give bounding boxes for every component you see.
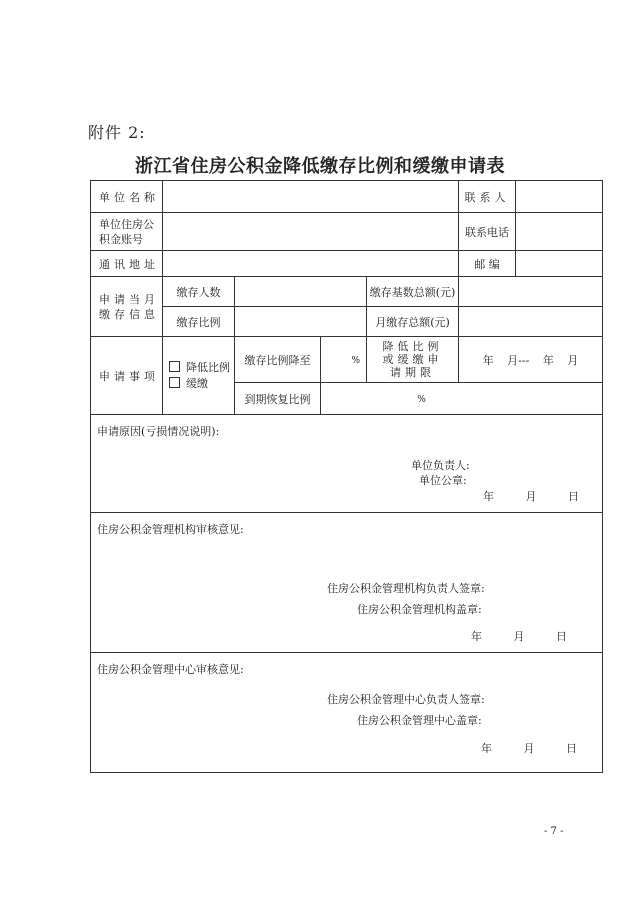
base-total-label: 缴存基数总额(元): [367, 277, 459, 307]
agency-heading: 住房公积金管理机构审核意见:: [97, 523, 244, 536]
count-field[interactable]: [235, 277, 367, 307]
option-defer[interactable]: [163, 376, 234, 392]
restore-field[interactable]: [321, 383, 603, 415]
reason-block[interactable]: [91, 415, 603, 513]
agency-date-month: 月: [513, 630, 525, 643]
unit-name-field[interactable]: [163, 181, 459, 213]
agency-date: [471, 628, 567, 644]
center-heading: 住房公积金管理中心审核意见:: [97, 663, 244, 676]
period-label: [367, 337, 459, 383]
account-field[interactable]: [163, 213, 459, 251]
restore-label: 到期恢复比例: [235, 383, 321, 415]
agency-date-day: 日: [556, 630, 567, 643]
period-label-line3: 请期限: [390, 366, 435, 379]
center-seal: 住房公积金管理中心盖章:: [357, 714, 482, 727]
center-responsible: 住房公积金管理中心负责人签章:: [327, 693, 485, 706]
monthly-label-line1: 申请当月: [99, 292, 159, 306]
reason-date: [483, 488, 579, 504]
phone-label: 联系电话: [459, 213, 516, 251]
form-title: 浙江省住房公积金降低缴存比例和缓缴申请表: [135, 156, 505, 177]
reason-seal: 单位公章:: [419, 474, 467, 487]
agency-responsible: 住房公积金管理机构负责人签章:: [327, 582, 485, 595]
center-date-day: 日: [566, 742, 577, 755]
agency-seal: 住房公积金管理机构盖章:: [357, 603, 482, 616]
option-defer-label: 缓缴: [186, 376, 208, 390]
monthly-total-field[interactable]: [459, 307, 603, 337]
center-date-month: 月: [523, 742, 535, 755]
restore-percent: %: [417, 395, 426, 405]
phone-field[interactable]: [516, 213, 603, 251]
application-form-table: [90, 180, 603, 773]
reason-date-year: 年: [483, 490, 494, 503]
unit-name-label: 单位名称: [91, 181, 163, 213]
address-field[interactable]: [163, 251, 459, 277]
period-label-line2: 或缓缴申: [382, 353, 443, 366]
defer-checkbox-icon[interactable]: [169, 377, 180, 388]
account-label-line1: 单位住房公: [99, 217, 154, 231]
ratio-field[interactable]: [235, 307, 367, 337]
postcode-label: 邮 编: [459, 251, 516, 277]
monthly-info-label: [91, 277, 163, 337]
center-date-year: 年: [481, 742, 492, 755]
reason-date-day: 日: [568, 490, 579, 503]
matter-options: [163, 337, 235, 415]
agency-block[interactable]: [91, 513, 603, 653]
reduce-to-label: 缴存比例降至: [235, 337, 321, 383]
center-block[interactable]: [91, 653, 603, 773]
option-reduce[interactable]: [163, 360, 234, 376]
address-label: 通讯地址: [91, 251, 163, 277]
ratio-label: 缴存比例: [163, 307, 235, 337]
monthly-label-line2: 缴存信息: [99, 307, 159, 321]
option-reduce-label: 降低比例: [186, 360, 230, 374]
page-number: - 7 -: [544, 826, 564, 837]
monthly-total-label: 月缴存总额(元): [367, 307, 459, 337]
base-total-field[interactable]: [459, 277, 603, 307]
postcode-field[interactable]: [516, 251, 603, 277]
reduce-to-field[interactable]: [321, 337, 367, 383]
contact-label: 联系人: [459, 181, 516, 213]
reduce-checkbox-icon[interactable]: [169, 361, 180, 372]
reason-date-month: 月: [525, 490, 537, 503]
contact-field[interactable]: [516, 181, 603, 213]
account-label: [91, 213, 163, 251]
reason-responsible: 单位负责人:: [411, 459, 470, 472]
account-label-line2: 积金账号: [99, 232, 143, 246]
period-label-line1: 降低比例: [382, 340, 443, 353]
center-date: [481, 740, 577, 756]
agency-date-year: 年: [471, 630, 482, 643]
reason-heading: 申请原因(亏损情况说明):: [97, 425, 220, 438]
matter-label: 申请事项: [91, 337, 163, 415]
count-label: 缴存人数: [163, 277, 235, 307]
period-field[interactable]: 年 月--- 年 月: [459, 337, 603, 383]
reduce-to-percent: %: [351, 356, 360, 366]
attachment-label: 附件 2:: [88, 123, 146, 142]
